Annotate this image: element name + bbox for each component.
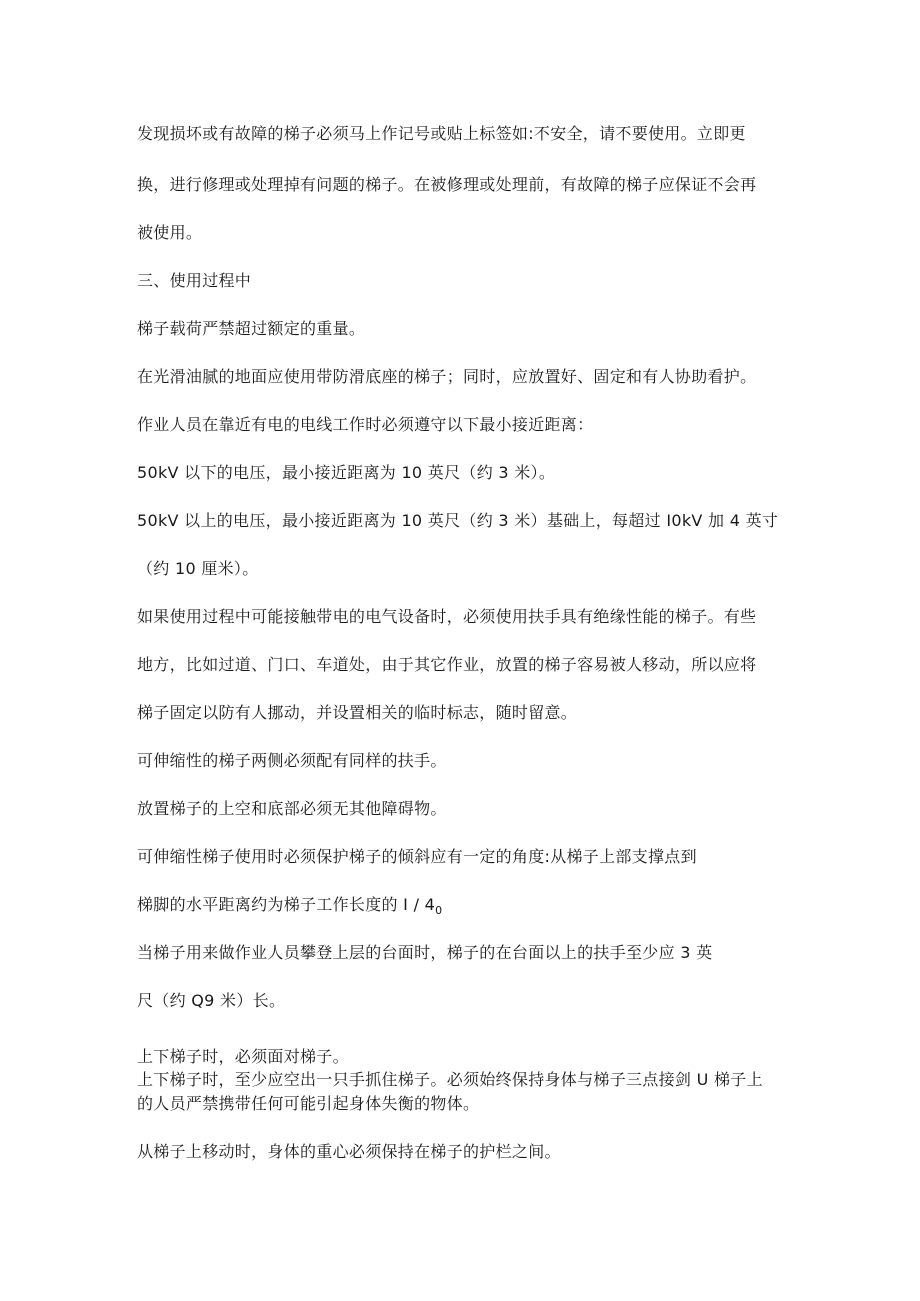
paragraph-line: 发现损坏或有故障的梯子必须马上作记号或贴上标签如:不安全，请不要使用。立即更 (137, 124, 746, 143)
paragraph-line: 换，进行修理或处理掉有问题的梯子。在被修理或处理前，有故障的梯子应保证不会再 (137, 175, 757, 194)
paragraph-line-text: 梯脚的水平距离约为梯子工作长度的 I / 4 (137, 895, 436, 914)
paragraph-line: 上下梯子时，必须面对梯子。 (137, 1047, 349, 1066)
paragraph-line: 如果使用过程中可能接触带电的电气设备时，必须使用扶手具有绝缘性能的梯子。有些 (137, 607, 757, 626)
paragraph-line: 地方，比如过道、门口、车道处，由于其它作业，放置的梯子容易被人移动，所以应将 (137, 655, 757, 674)
paragraph-line: 50kV 以下的电压，最小接近距离为 10 英尺（约 3 米）。 (137, 463, 556, 482)
paragraph-line: 从梯子上移动时，身体的重心必须保持在梯子的护栏之间。 (137, 1142, 561, 1161)
paragraph-line: 的人员严禁携带任何可能引起身体失衡的物体。 (137, 1094, 480, 1113)
paragraph-line: 被使用。 (137, 223, 203, 242)
paragraph-line: 梯子载荷严禁超过额定的重量。 (137, 319, 366, 338)
paragraph-line: 放置梯子的上空和底部必须无其他障碍物。 (137, 799, 447, 818)
paragraph-line: 上下梯子时，至少应空出一只手抓住梯子。必须始终保持身体与梯子三点接剑 U 梯子上 (137, 1070, 763, 1089)
paragraph-line: 50kV 以上的电压，最小接近距离为 10 英尺（约 3 米）基础上，每超过 I0kV 加 4 英寸 (137, 511, 779, 530)
paragraph-line (137, 894, 442, 922)
paragraph-line: 可伸缩性梯子使用时必须保护梯子的倾斜应有一定的角度:从梯子上部支撑点到 (137, 847, 697, 866)
paragraph-line: 尺（约 Q9 米）长。 (137, 991, 286, 1010)
paragraph-line: 作业人员在靠近有电的电线工作时必须遵守以下最小接近距离： (137, 415, 594, 434)
paragraph-line: （约 10 厘米）。 (137, 559, 259, 578)
paragraph-line: 当梯子用来做作业人员攀登上层的台面时，梯子的在台面以上的扶手至少应 3 英 (137, 943, 713, 962)
paragraph-line: 可伸缩性的梯子两侧必须配有同样的扶手。 (137, 751, 447, 770)
paragraph-line: 梯子固定以防有人挪动，并设置相关的临时标志，随时留意。 (137, 703, 578, 722)
subscript-text: 0 (435, 904, 443, 917)
paragraph-line: 在光滑油腻的地面应使用带防滑底座的梯子；同时，应放置好、固定和有人协助看护。 (137, 367, 757, 386)
section-heading: 三、使用过程中 (137, 271, 252, 290)
